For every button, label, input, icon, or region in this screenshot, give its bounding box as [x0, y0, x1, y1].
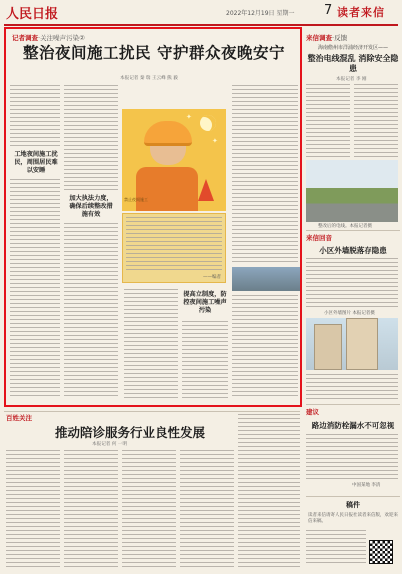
divider [306, 230, 400, 231]
bottom-article-byline: 本报记者 何 一明 [92, 442, 128, 447]
star-icon: ✦ [186, 113, 192, 121]
editor-note-signature: ——编者 [203, 275, 221, 280]
no-night-work-sign: 禁止夜间施工 [124, 197, 148, 202]
brief-1-caption: 小区外墙图片 本报记者摄 [324, 311, 375, 316]
traffic-cone-icon [198, 179, 214, 201]
power-lines-photo [306, 160, 398, 222]
main-text-block [182, 321, 228, 399]
newspaper-logo: 人民日报 [6, 7, 59, 22]
divider [306, 496, 400, 497]
bottom-article-tag: 百姓关注 [6, 414, 32, 422]
construction-worker-illustration [122, 109, 226, 211]
apartment-building-photo [306, 318, 398, 370]
bottom-article-title: 推动陪诊服务行业良性发展 [54, 425, 205, 440]
issue-date: 2022年12月19日 星期一 [226, 10, 295, 17]
main-text-block [64, 223, 118, 399]
divider [4, 411, 300, 412]
hard-hat-icon [144, 121, 192, 146]
notice-title: 稿件 [346, 500, 360, 509]
star-icon: ✦ [212, 137, 218, 145]
main-text-block [64, 85, 118, 193]
brief-2-tag: 建议 [306, 408, 319, 416]
main-text-block [232, 295, 298, 399]
main-text-block [10, 85, 60, 147]
subhead-3: 提高立制度，防控夜间施工噪声污染 [183, 291, 227, 314]
reader-byline: 本报记者 李 刚 [336, 77, 367, 82]
main-text-block [124, 289, 178, 399]
subhead-2: 加大执法力度，确保后续整改措施有效 [69, 195, 113, 218]
building-shape [314, 324, 342, 370]
bottom-text-block [180, 450, 234, 570]
bottom-text-block [122, 450, 176, 570]
reader-column-tag: 来信调查·反馈 [306, 34, 348, 42]
brief-2-signature: 中国某地 李清 [352, 483, 381, 488]
editor-note-text [126, 217, 222, 272]
bottom-text-block [64, 450, 118, 570]
reader-kicker: 海南儋州市洋浦经济开发区—— [317, 45, 388, 51]
bottom-text-block [6, 450, 60, 570]
brief-1-text [306, 374, 398, 400]
brief-2-text [306, 434, 398, 480]
reader-photo-caption: 整改后的电线。本报记者摄 [318, 224, 372, 229]
masthead [0, 0, 402, 30]
section-title: 读者来信 [337, 6, 385, 19]
brief-1-title: 小区外墙脱落存隐患 [319, 246, 387, 255]
notice-body: 读者来信请寄人民日报社读者来信版，欢迎来信来稿。 [308, 513, 398, 524]
construction-site-photo [232, 267, 300, 291]
brief-2-title: 路边消防栓漏水不可忽视 [311, 421, 395, 430]
reader-title: 整治电线混乱 消除安全隐患 [307, 53, 399, 73]
qr-code-icon[interactable] [369, 540, 393, 564]
editor-note-box [122, 213, 226, 283]
main-article-title: 整治夜间施工扰民 守护群众夜晚安宁 [23, 43, 285, 62]
building-shape [346, 318, 378, 370]
moon-icon [200, 115, 216, 131]
reader-text-block [306, 84, 350, 158]
main-byline: 本报记者 秦 瑞 王云峰 熊 毅 [120, 76, 178, 81]
page-number: 7 [324, 3, 333, 18]
header-rule [4, 24, 398, 26]
reader-text-block [354, 84, 398, 158]
main-column-tag: 记者调查·关注噪声污染② [12, 34, 85, 42]
brief-1-tag: 来信回音 [306, 234, 332, 242]
notice-text [306, 530, 366, 566]
worker-body [136, 167, 198, 211]
main-text-block [10, 179, 60, 399]
divider [306, 404, 400, 405]
bottom-text-block [238, 414, 300, 570]
subhead-1: 工地夜间施工扰民，周围居民难以安睡 [14, 151, 58, 174]
brief-1-text [306, 258, 398, 308]
main-text-block [232, 85, 298, 265]
